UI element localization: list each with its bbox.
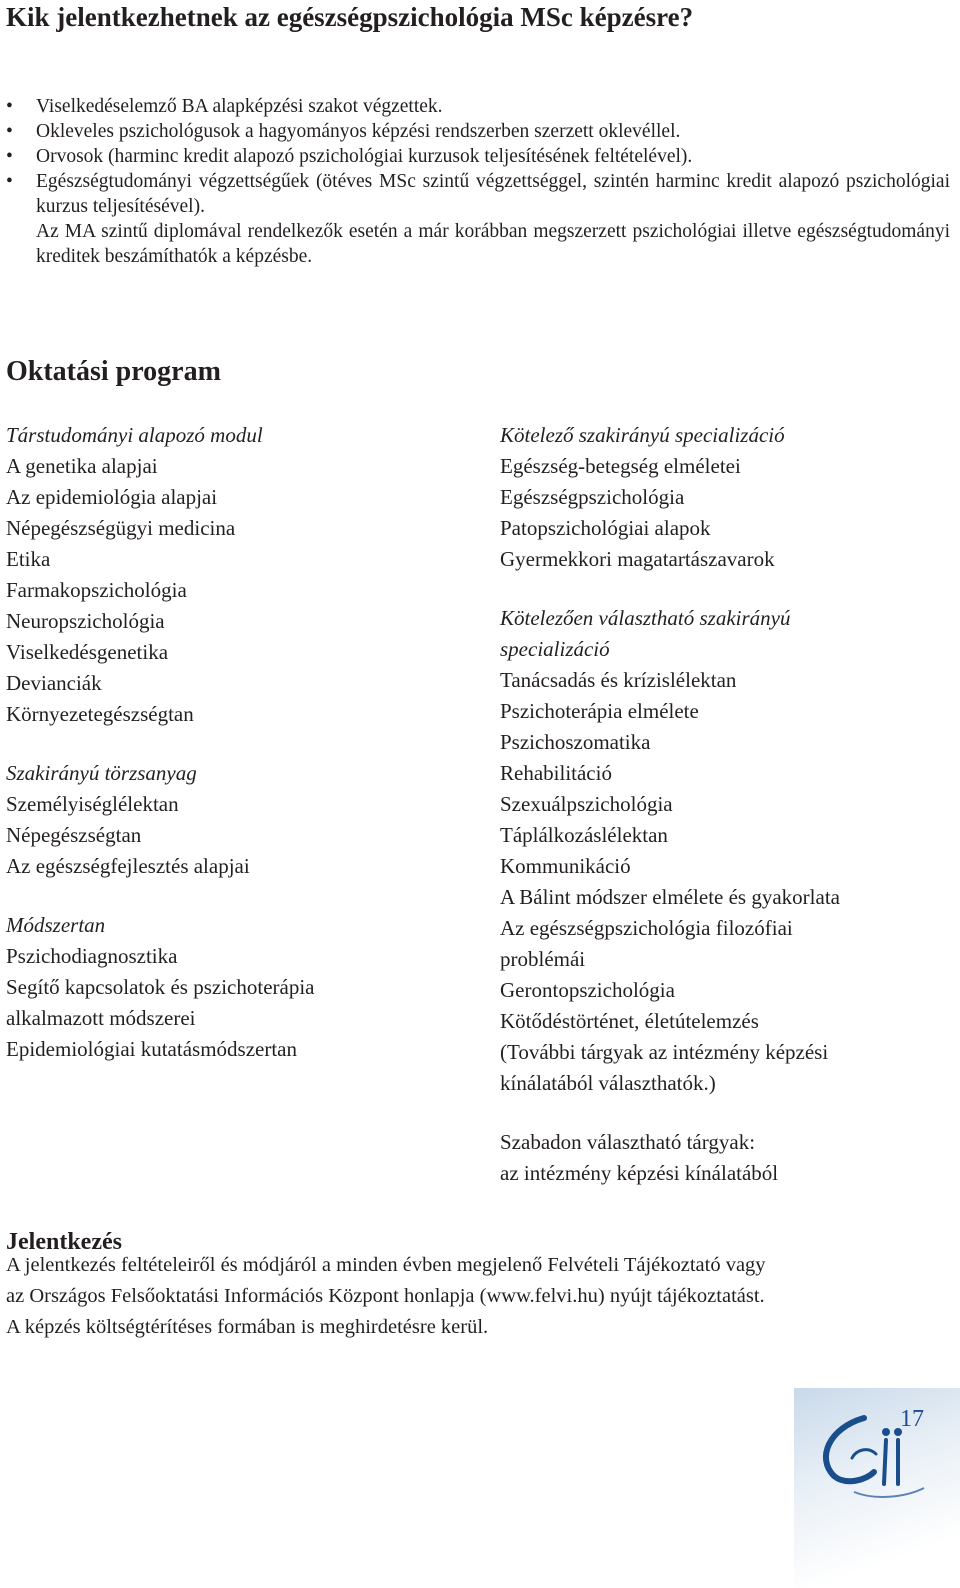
course-item: Gyermekkori magatartászavarok xyxy=(500,547,775,571)
module-title: Társtudományi alapozó modul xyxy=(6,423,263,447)
course-item: A genetika alapjai xyxy=(6,454,158,478)
course-item: Az epidemiológia alapjai xyxy=(6,485,218,509)
course-item: Etika xyxy=(6,547,51,571)
course-item: Patopszichológiai alapok xyxy=(500,516,711,540)
logo-mark-icon xyxy=(794,1388,960,1588)
list-item: • Viselkedéselemző BA alapképzési szakot végzettek. xyxy=(6,96,443,117)
course-item: Egészségpszichológia xyxy=(500,485,685,509)
course-item: Neuropszichológia xyxy=(6,609,165,633)
module-title: Módszertan xyxy=(6,913,106,937)
course-item: Kötődéstörténet, életútelemzés xyxy=(500,1009,759,1033)
course-item: alkalmazott módszerei xyxy=(6,1006,196,1030)
course-item: A Bálint módszer elmélete és gyakorlata xyxy=(500,885,840,909)
page-title: Kik jelentkezhetnek az egészségpszichológia MSc képzésre? xyxy=(6,2,694,32)
course-item: Kommunikáció xyxy=(500,854,631,878)
page-number: 17 xyxy=(900,1406,924,1432)
application-line: A jelentkezés feltételeiről és módjáról a minden évben megjelenő Felvételi Tájékoztató vagy xyxy=(6,1254,766,1276)
bullet-icon: • xyxy=(6,171,13,192)
program-heading: Oktatási program xyxy=(6,356,221,387)
course-item: Segítő kapcsolatok és pszichoterápia xyxy=(6,975,315,999)
course-item: kínálatából választhatók.) xyxy=(500,1071,716,1095)
left-column xyxy=(6,420,466,1065)
course-item: Az egészségpszichológia filozófiai xyxy=(500,916,793,940)
course-item: Viselkedésgenetika xyxy=(6,640,169,664)
course-item: Pszichoterápia elmélete xyxy=(500,699,699,723)
course-item: Pszichodiagnosztika xyxy=(6,944,178,968)
course-item: Népegészségügyi medicina xyxy=(6,516,236,540)
application-line: az Országos Felsőoktatási Információs Központ honlapja (www.felvi.hu) nyújt tájékoztatást. xyxy=(6,1285,765,1307)
elective-note: az intézmény képzési kínálatából xyxy=(500,1161,779,1185)
course-item: Pszichoszomatika xyxy=(500,730,651,754)
module-title: Kötelezően választható szakirányú xyxy=(500,606,791,630)
application-heading: Jelentkezés xyxy=(6,1229,122,1255)
course-item: Devianciák xyxy=(6,671,102,695)
eligibility-list xyxy=(6,94,950,269)
logo xyxy=(794,1388,960,1588)
bullet-icon: • xyxy=(6,121,13,142)
list-item: • Okleveles pszichológusok a hagyományos képzési rendszerben szerzett oklevéllel. xyxy=(6,121,681,142)
course-item: Személyiséglélektan xyxy=(6,792,179,816)
bullet-icon: • xyxy=(6,146,13,167)
application-text xyxy=(6,1250,950,1343)
module-title: Kötelező szakirányú specializáció xyxy=(500,423,785,447)
course-item: Farmakopszichológia xyxy=(6,578,187,602)
elective-note: Szabadon választható tárgyak: xyxy=(500,1130,756,1154)
right-column xyxy=(500,420,940,1189)
module-title: specializáció xyxy=(500,637,610,661)
list-item: • Egészségtudományi végzettségűek (ötéves MSc szintű végzettséggel, szintén harminc kredit alapozó pszichológiai kurzus teljesítésével). xyxy=(6,171,950,217)
application-line: A képzés költségtérítéses formában is meghirdetésre kerül. xyxy=(6,1316,489,1338)
course-item: Epidemiológiai kutatásmódszertan xyxy=(6,1037,298,1061)
course-item: Táplálkozáslélektan xyxy=(500,823,668,847)
course-item: (További tárgyak az intézmény képzési xyxy=(500,1040,829,1064)
course-item: Gerontopszichológia xyxy=(500,978,675,1002)
course-item: Környezetegészségtan xyxy=(6,702,194,726)
module-title: Szakirányú törzsanyag xyxy=(6,761,197,785)
course-item: Tanácsadás és krízislélektan xyxy=(500,668,737,692)
credit-note: Az MA szintű diplomával rendelkezők esetén a már korábban megszerzett pszichológiai illetve egészségtudományi kreditek beszámíthatók a képzésbe. xyxy=(36,221,950,267)
course-item: Egészség-betegség elméletei xyxy=(500,454,741,478)
course-item: Szexuálpszichológia xyxy=(500,792,673,816)
course-item: Népegészségtan xyxy=(6,823,142,847)
bullet-icon: • xyxy=(6,96,13,117)
course-item: Az egészségfejlesztés alapjai xyxy=(6,854,250,878)
list-item: • Orvosok (harminc kredit alapozó pszichológiai kurzusok teljesítésének feltételével). xyxy=(6,146,693,167)
course-item: Rehabilitáció xyxy=(500,761,612,785)
course-item: problémái xyxy=(500,947,586,971)
